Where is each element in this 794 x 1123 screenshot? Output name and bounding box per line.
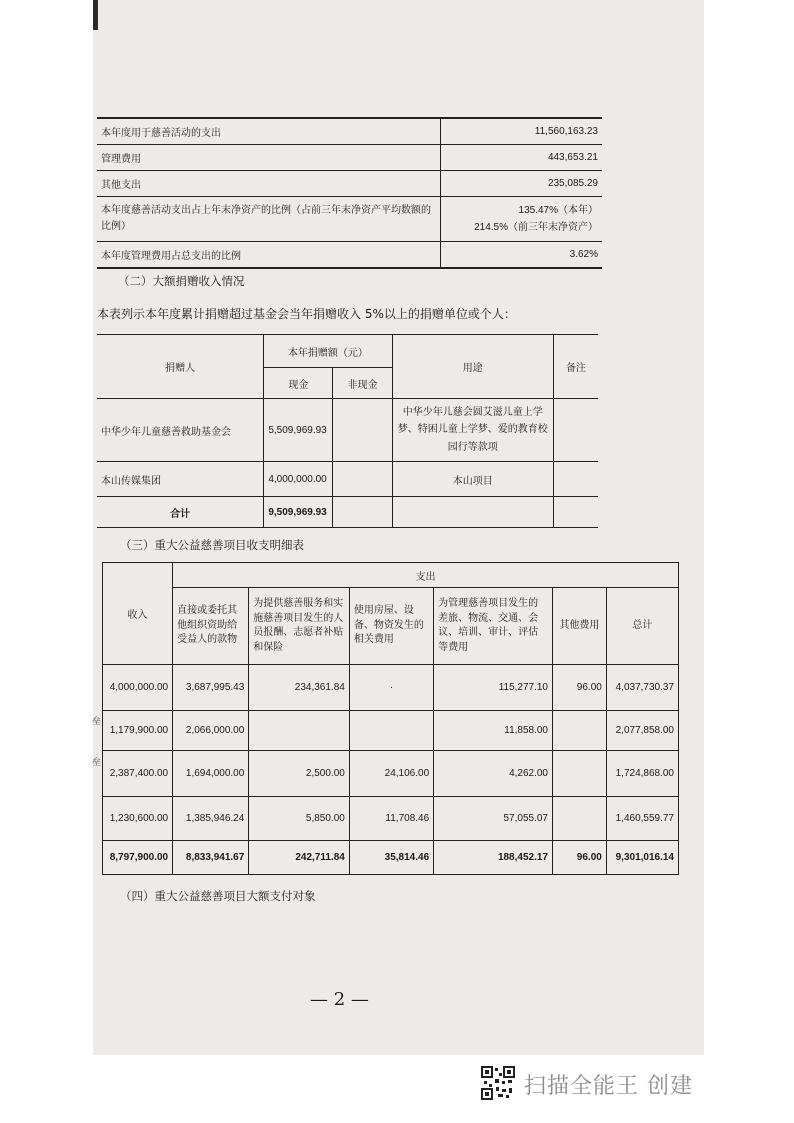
table-header-row — [97, 335, 598, 368]
total-c2: 242,711.84 — [249, 841, 350, 875]
header-expense: 支出 — [173, 563, 679, 588]
table-row — [103, 665, 679, 711]
summary-label: 本年度用于慈善活动的支出 — [97, 118, 440, 145]
header-col: 其他费用 — [553, 588, 607, 665]
cell-c3 — [349, 711, 433, 751]
cell-c6: 1,460,559.77 — [606, 797, 678, 841]
table-header-row — [103, 588, 679, 665]
cell-c5 — [553, 711, 607, 751]
total-c3: 35,814.46 — [349, 841, 433, 875]
page-number: — 2 — — [310, 989, 369, 1010]
donation-cash: 4,000,000.00 — [264, 462, 333, 497]
empty-cell — [392, 497, 553, 528]
total-cash: 9,509,969.93 — [264, 497, 333, 528]
donor-name: 中华少年儿童慈善救助基金会 — [97, 399, 264, 462]
donation-note — [553, 399, 598, 462]
cell-c4: 115,277.10 — [434, 665, 553, 711]
table-row — [97, 197, 602, 242]
cell-c2: 234,361.84 — [249, 665, 350, 711]
header-col: 直接或委托其他组织资助给受益人的款物 — [173, 588, 249, 665]
header-col: 使用房屋、设备、物资发生的相关费用 — [349, 588, 433, 665]
donation-table — [97, 334, 598, 528]
scanner-watermark: 扫描全能王 创建 — [524, 1074, 693, 1099]
table-total-row — [97, 497, 598, 528]
table-header-row — [103, 563, 679, 588]
donation-cash: 5,509,969.93 — [264, 399, 333, 462]
header-col: 为管理慈善项目发生的差旅、物流、交通、会议、培训、审计、评估等费用 — [434, 588, 553, 665]
header-cash: 现金 — [264, 368, 333, 399]
table-row — [97, 118, 602, 145]
table-row — [97, 399, 598, 462]
total-label: 合计 — [97, 497, 264, 528]
cut-mark: 垒 — [92, 758, 102, 768]
cell-c1: 1,694,000.00 — [173, 751, 249, 797]
cell-c5: 96.00 — [553, 665, 607, 711]
table-row — [97, 242, 602, 269]
section-title: （二）大额捐赠收入情况 — [118, 274, 245, 288]
header-noncash: 非现金 — [333, 368, 392, 399]
cell-c3: · — [349, 665, 433, 711]
table-row — [103, 711, 679, 751]
cell-c4: 11,858.00 — [434, 711, 553, 751]
cell-c6: 2,077,858.00 — [606, 711, 678, 751]
cell-income: 4,000,000.00 — [103, 665, 173, 711]
scan-edge — [93, 0, 98, 30]
summary-label: 其他支出 — [97, 171, 440, 197]
table-row — [103, 751, 679, 797]
cell-c1: 3,687,995.43 — [173, 665, 249, 711]
donation-purpose: 本山项目 — [392, 462, 553, 497]
donor-name: 本山传媒集团 — [97, 462, 264, 497]
table-row — [103, 797, 679, 841]
section-intro: 本表列示本年度累计捐赠超过基金会当年捐赠收入 5%以上的捐赠单位或个人： — [97, 307, 516, 321]
cell-c5 — [553, 751, 607, 797]
empty-cell — [333, 497, 392, 528]
cell-c1: 2,066,000.00 — [173, 711, 249, 751]
section-title: （三）重大公益慈善项目收支明细表 — [120, 538, 304, 552]
table-total-row — [103, 841, 679, 875]
header-purpose: 用途 — [392, 335, 553, 399]
total-c4: 188,452.17 — [434, 841, 553, 875]
cell-c4: 4,262.00 — [434, 751, 553, 797]
summary-value: 235,085.29 — [440, 171, 602, 197]
table-row — [97, 462, 598, 497]
cell-income: 1,230,600.00 — [103, 797, 173, 841]
empty-cell — [553, 497, 598, 528]
cell-c2: 2,500.00 — [249, 751, 350, 797]
cell-income: 1,179,900.00 — [103, 711, 173, 751]
cut-mark: 垒 — [92, 717, 102, 727]
header-amount: 本年捐赠额（元） — [264, 335, 392, 368]
project-table — [102, 562, 679, 875]
cell-c3: 24,106.00 — [349, 751, 433, 797]
summary-value-current: 135.47%（本年） — [518, 205, 598, 216]
cell-c6: 1,724,868.00 — [606, 751, 678, 797]
cell-c4: 57,055.07 — [434, 797, 553, 841]
header-col: 总计 — [606, 588, 678, 665]
cell-income: 2,387,400.00 — [103, 751, 173, 797]
qr-code-icon — [480, 1065, 516, 1101]
table-row — [97, 145, 602, 171]
summary-value: 3.62% — [440, 242, 602, 269]
table-row — [97, 171, 602, 197]
summary-value-average: 214.5%（前三年末净资产） — [474, 222, 598, 233]
donation-noncash — [333, 462, 392, 497]
header-income: 收入 — [103, 563, 173, 665]
summary-label: 本年度管理费用占总支出的比例 — [97, 242, 440, 269]
total-income: 8,797,900.00 — [103, 841, 173, 875]
cell-c5 — [553, 797, 607, 841]
donation-noncash — [333, 399, 392, 462]
total-c1: 8,833,941.67 — [173, 841, 249, 875]
cell-c1: 1,385,946.24 — [173, 797, 249, 841]
cell-c2: 5,850.00 — [249, 797, 350, 841]
summary-label: 管理费用 — [97, 145, 440, 171]
summary-value: 443,653.21 — [440, 145, 602, 171]
summary-label: 本年度慈善活动支出占上年末净资产的比例（占前三年末净资产平均数额的比例） — [97, 197, 440, 242]
cell-c3: 11,708.46 — [349, 797, 433, 841]
header-col: 为提供慈善服务和实施慈善项目发生的人员报酬、志愿者补贴和保险 — [249, 588, 350, 665]
total-c5: 96.00 — [553, 841, 607, 875]
donation-note — [553, 462, 598, 497]
summary-table — [97, 117, 602, 269]
section-title: （四）重大公益慈善项目大额支付对象 — [120, 889, 316, 903]
cell-c2 — [249, 711, 350, 751]
cell-c6: 4,037,730.37 — [606, 665, 678, 711]
donation-purpose: 中华少年儿慈会圆艾滋儿童上学梦、特困儿童上学梦、爱的教育校园行等款项 — [392, 399, 553, 462]
header-note: 备注 — [553, 335, 598, 399]
summary-value — [440, 197, 602, 242]
header-donor: 捐赠人 — [97, 335, 264, 399]
summary-value: 11,560,163.23 — [440, 118, 602, 145]
total-c6: 9,301,016.14 — [606, 841, 678, 875]
